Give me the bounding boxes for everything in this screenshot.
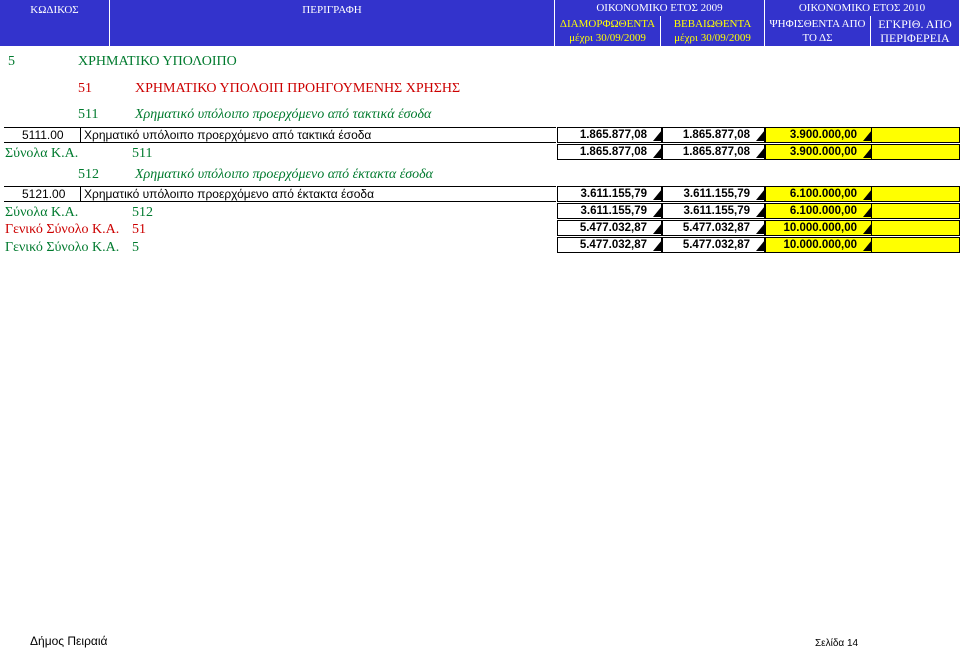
group512-total-certified (662, 203, 765, 219)
group512-code: 512 (78, 167, 99, 182)
row-5121-approved (872, 186, 960, 202)
group512-total-approved (872, 203, 960, 219)
row-5111-voted-value: 3.900.000,00 (789, 129, 857, 141)
group511-total-formed-value: 1.865.877,08 (579, 146, 647, 158)
header-col-approved (871, 16, 960, 46)
header-year-2010 (765, 0, 960, 16)
group512-title: Χρηματικό υπόλοιπο προερχόμενο από έκτακτα έσοδα (135, 167, 434, 182)
header-col-approved-top: ΕΓΚΡΙΘ. ΑΠΟ (878, 17, 952, 31)
marker-icon (863, 189, 872, 200)
group511-code: 511 (78, 107, 99, 122)
level2-code: 51 (78, 81, 92, 96)
header-col-certified (661, 16, 765, 46)
group511-total-voted (765, 144, 872, 160)
grand5-formed (557, 237, 662, 253)
level2-title: ΧΡΗΜΑΤΙΚΟ ΥΠΟΛΟΙΠ ΠΡΟΗΓΟΥΜΕΝΗΣ ΧΡΗΣΗΣ (135, 81, 461, 96)
header-col-voted-bottom: ΤΟ ΔΣ (802, 32, 833, 44)
header-code-label: ΚΩΔΙΚΟΣ (30, 4, 79, 16)
row-5121-certified (662, 186, 765, 202)
group512-total-formed-value: 3.611.155,79 (580, 205, 647, 217)
marker-icon (863, 147, 872, 158)
header-description (110, 0, 555, 46)
row-5121-voted-value: 6.100.000,00 (789, 188, 857, 200)
header-col-certified-top: ΒΕΒΑΙΩΘΕΝΤΑ (673, 18, 752, 30)
header-col-formed-top: ΔΙΑΜΟΡΦΩΘΕΝΤΑ (559, 18, 656, 30)
group511-total-certified-value: 1.865.877,08 (682, 146, 750, 158)
header-code (0, 0, 110, 46)
grand51-voted-value: 10.000.000,00 (783, 222, 857, 234)
header-year-2009 (555, 0, 765, 16)
marker-icon (863, 130, 872, 141)
row-5121-code: 5121.00 (22, 187, 66, 201)
row-5111-code: 5111.00 (22, 128, 64, 142)
row-5121-formed-value: 3.611.155,79 (580, 188, 647, 200)
header-col-voted (765, 16, 871, 46)
grand51-formed (557, 220, 662, 236)
row-5121-voted (765, 186, 872, 202)
grand5-label: Γενικό Σύνολο Κ.Α. (5, 240, 120, 255)
group512-total-formed (557, 203, 662, 219)
group511-total-certified (662, 144, 765, 160)
group511-total-label: Σύνολα Κ.Α. (5, 146, 79, 161)
marker-icon (756, 206, 765, 217)
grand5-voted-value: 10.000.000,00 (783, 239, 857, 251)
group512-total-certified-value: 3.611.155,79 (683, 205, 750, 217)
grand5-approved (872, 237, 960, 253)
marker-icon (653, 240, 662, 251)
grand51-approved (872, 220, 960, 236)
grand5-certified-value: 5.477.032,87 (682, 239, 750, 251)
marker-icon (756, 223, 765, 234)
row-5111-certified-value: 1.865.877,08 (682, 129, 750, 141)
grand51-formed-value: 5.477.032,87 (579, 222, 647, 234)
grand51-voted (765, 220, 872, 236)
grand51-certified (662, 220, 765, 236)
header-description-label: ΠΕΡΙΓΡΑΦΗ (302, 4, 362, 16)
grand5-code: 5 (132, 240, 139, 255)
header-year-2010-label: ΟΙΚΟΝΟΜΙΚΟ ΕΤΟΣ 2010 (798, 2, 926, 14)
marker-icon (653, 223, 662, 234)
marker-icon (756, 147, 765, 158)
group512-total-label: Σύνολα Κ.Α. (5, 205, 79, 220)
group512-total-code: 512 (132, 205, 153, 220)
row-5111-desc: Χρηματικό υπόλοιπο προερχόμενο από τακτικά έσοδα (84, 128, 372, 142)
level1-code: 5 (8, 54, 15, 69)
footer-page: Σελίδα 14 (815, 638, 859, 649)
marker-icon (756, 240, 765, 251)
row-5111-voted (765, 127, 872, 143)
grand5-formed-value: 5.477.032,87 (579, 239, 647, 251)
row-5111-formed (557, 127, 662, 143)
header-col-certified-bottom: μέχρι 30/09/2009 (674, 32, 751, 44)
row-5121-formed (557, 186, 662, 202)
group512-total-voted-value: 6.100.000,00 (789, 205, 857, 217)
grand51-label: Γενικό Σύνολο Κ.Α. (5, 222, 120, 237)
row-5111-formed-value: 1.865.877,08 (579, 129, 647, 141)
level1-title: ΧΡΗΜΑΤΙΚΟ ΥΠΟΛΟΙΠΟ (78, 54, 237, 69)
marker-icon (653, 189, 662, 200)
group511-title: Χρηματικό υπόλοιπο προερχόμενο από τακτικά έσοδα (135, 107, 432, 122)
header-col-approved-bottom: ΠΕΡΙΦΕΡΕΙΑ (880, 31, 950, 45)
group512-total-voted (765, 203, 872, 219)
marker-icon (756, 130, 765, 141)
row-5111-certified (662, 127, 765, 143)
row-5111-approved (872, 127, 960, 143)
footer-municipality: Δήμος Πειραιά (30, 634, 108, 648)
header-col-formed (555, 16, 661, 46)
marker-icon (653, 147, 662, 158)
group511-total-code: 511 (132, 146, 153, 161)
row-divider (80, 127, 81, 143)
row-5121-desc: Χρηματικό υπόλοιπο προερχόμενο από έκτακτα έσοδα (84, 187, 375, 201)
grand51-certified-value: 5.477.032,87 (682, 222, 750, 234)
group511-total-formed (557, 144, 662, 160)
marker-icon (863, 206, 872, 217)
grand5-voted (765, 237, 872, 253)
marker-icon (653, 130, 662, 141)
row-5121-certified-value: 3.611.155,79 (683, 188, 750, 200)
marker-icon (653, 206, 662, 217)
marker-icon (756, 189, 765, 200)
header-year-2009-label: ΟΙΚΟΝΟΜΙΚΟ ΕΤΟΣ 2009 (596, 2, 723, 14)
grand5-certified (662, 237, 765, 253)
header-col-voted-top: ΨΗΦΙΣΘΕΝΤΑ ΑΠΟ (769, 18, 866, 30)
grand51-code: 51 (132, 222, 146, 237)
marker-icon (863, 223, 872, 234)
marker-icon (863, 240, 872, 251)
row-divider (80, 186, 81, 202)
header-col-formed-bottom: μέχρι 30/09/2009 (569, 32, 646, 44)
group511-total-voted-value: 3.900.000,00 (789, 146, 857, 158)
group511-total-approved (872, 144, 960, 160)
